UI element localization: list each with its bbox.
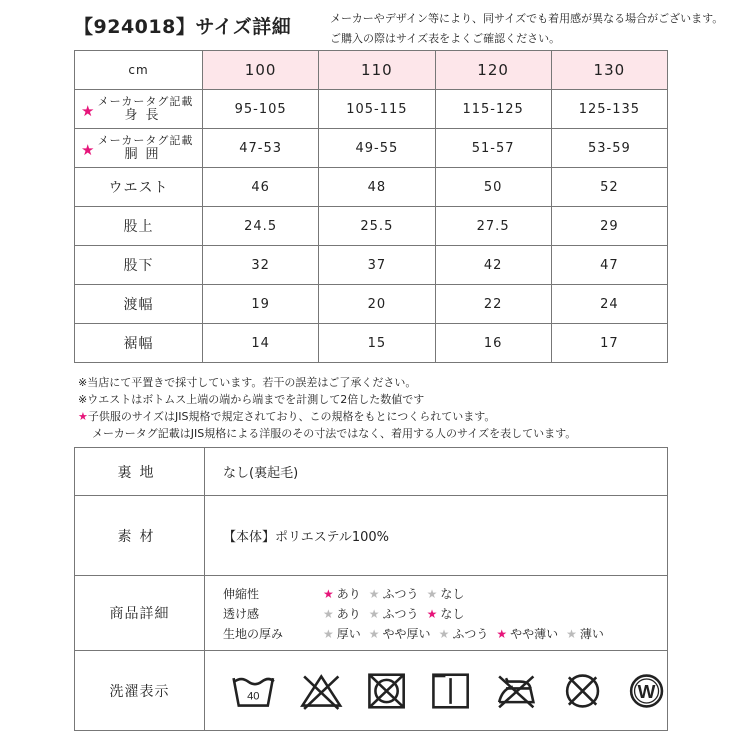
no-tumble-dry-icon	[366, 668, 407, 714]
attribute-name: 伸縮性	[223, 586, 260, 601]
footnote-3	[78, 408, 495, 424]
table-cell: 46	[203, 168, 319, 207]
row-label-rise: 股上	[75, 207, 203, 246]
product-details-row	[75, 576, 668, 651]
star-icon: ★	[426, 586, 438, 601]
row-label: 胴囲	[124, 146, 167, 162]
lining-label: 裏地	[75, 448, 205, 496]
row-label-hem: 裾幅	[75, 324, 203, 363]
star-icon: ★	[81, 102, 96, 120]
table-cell: 37	[319, 246, 435, 285]
star-icon: ★	[323, 586, 334, 601]
star-icon: ★	[566, 626, 577, 641]
detail-table	[74, 447, 668, 731]
table-cell: 20	[319, 285, 435, 324]
table-row	[75, 168, 668, 207]
table-cell: 25.5	[319, 207, 435, 246]
star-icon: ★	[426, 606, 438, 621]
option-text: あり	[336, 606, 361, 621]
table-cell: 19	[203, 285, 319, 324]
option-text: あり	[336, 586, 361, 601]
table-cell: 51-57	[435, 129, 551, 168]
attribute-line	[223, 623, 667, 643]
lining-value: なし(裏起毛)	[205, 448, 668, 496]
laundry-icons	[223, 668, 667, 714]
table-cell: 24	[551, 285, 667, 324]
maker-tag-note: メーカータグ記載	[97, 133, 194, 147]
footnote-2: ※ウエストはボトムス上端の端から端までを計測して2倍した数値です	[78, 393, 425, 406]
option-text: なし	[440, 586, 465, 601]
size-header-100: 100	[203, 51, 319, 90]
table-cell: 14	[203, 324, 319, 363]
no-dry-clean-icon	[562, 668, 603, 714]
table-cell: 125-135	[551, 90, 667, 129]
table-cell: 24.5	[203, 207, 319, 246]
laundry-label: 洗濯表示	[75, 651, 205, 731]
size-header-110: 110	[319, 51, 435, 90]
option-text: やや薄い	[510, 626, 559, 641]
table-row	[75, 285, 668, 324]
table-cell: 32	[203, 246, 319, 285]
row-label-waist: ウエスト	[75, 168, 203, 207]
product-details-cell	[205, 576, 668, 651]
lining-row	[75, 448, 668, 496]
no-bleach-icon	[299, 668, 344, 714]
table-cell: 22	[435, 285, 551, 324]
footnote-3-text: 子供服のサイズはJIS規格で規定されており、この規格をもとにつくられています。	[87, 410, 496, 423]
page-title: 【924018】サイズ詳細	[74, 16, 292, 38]
table-row	[75, 324, 668, 363]
row-label-inseam: 股下	[75, 246, 203, 285]
star-icon: ★	[368, 586, 380, 601]
option-text: ふつう	[452, 626, 489, 641]
attribute-option	[323, 585, 361, 602]
star-icon: ★	[81, 141, 96, 159]
option-text: 薄い	[579, 626, 604, 641]
option-text: やや厚い	[382, 626, 431, 641]
star-icon: ★	[78, 410, 88, 423]
table-row	[75, 246, 668, 285]
attribute-option	[496, 625, 558, 642]
table-cell: 47	[551, 246, 667, 285]
row-label-waist-girth	[75, 129, 203, 168]
laundry-cell	[205, 651, 668, 731]
material-label: 素材	[75, 496, 205, 576]
line-dry-icon	[430, 668, 471, 714]
row-label: 身長	[124, 107, 167, 123]
wet-clean-icon	[626, 668, 667, 714]
table-cell: 105-115	[319, 90, 435, 129]
table-cell: 15	[319, 324, 435, 363]
attribute-option	[369, 585, 419, 602]
unit-label: cm	[75, 51, 203, 90]
maker-tag-note: メーカータグ記載	[97, 94, 194, 108]
attribute-option	[439, 625, 489, 642]
table-cell: 50	[435, 168, 551, 207]
attribute-name: 生地の厚み	[223, 626, 284, 641]
table-cell: 29	[551, 207, 667, 246]
laundry-row	[75, 651, 668, 731]
size-header-row	[75, 51, 668, 90]
row-label-height	[75, 90, 203, 129]
attribute-option	[566, 625, 604, 642]
wash-temp-label: 40	[247, 690, 260, 703]
attribute-option	[369, 605, 419, 622]
attribute-name: 透け感	[223, 606, 260, 621]
star-icon: ★	[323, 606, 334, 621]
star-icon: ★	[496, 626, 508, 641]
notice-line-1: メーカーやデザイン等により、同サイズでも着用感が異なる場合がございます。	[330, 12, 724, 25]
size-table	[74, 50, 668, 363]
star-icon: ★	[438, 626, 450, 641]
material-value: 【本体】ポリエステル100%	[205, 496, 668, 576]
material-row	[75, 496, 668, 576]
star-icon: ★	[368, 626, 380, 641]
table-cell: 27.5	[435, 207, 551, 246]
attribute-line	[223, 583, 667, 603]
notice-line-2: ご購入の際はサイズ表をよくご確認ください。	[330, 32, 561, 45]
attribute-line	[223, 603, 667, 623]
wet-clean-letter: W	[637, 680, 656, 702]
table-cell: 115-125	[435, 90, 551, 129]
table-cell: 52	[551, 168, 667, 207]
footnote-1: ※当店にて平置きで採寸しています。若干の誤差はご了承ください。	[78, 376, 417, 389]
table-cell: 42	[435, 246, 551, 285]
attribute-option	[323, 625, 361, 642]
option-text: なし	[440, 606, 465, 621]
table-cell: 16	[435, 324, 551, 363]
table-cell: 53-59	[551, 129, 667, 168]
table-cell: 95-105	[203, 90, 319, 129]
footnote-4: メーカータグ記載はJIS規格による洋服のその寸法ではなく、着用する人のサイズを表しています。	[92, 427, 577, 440]
table-cell: 47-53	[203, 129, 319, 168]
wash-40-icon	[231, 668, 276, 714]
table-cell: 49-55	[319, 129, 435, 168]
size-header-120: 120	[435, 51, 551, 90]
option-text: ふつう	[382, 586, 419, 601]
option-text: 厚い	[336, 626, 361, 641]
table-row	[75, 207, 668, 246]
attribute-option	[369, 625, 431, 642]
table-row	[75, 129, 668, 168]
table-cell: 48	[319, 168, 435, 207]
attribute-option	[427, 605, 465, 622]
size-header-130: 130	[551, 51, 667, 90]
attribute-option	[427, 585, 465, 602]
no-iron-icon	[494, 668, 539, 714]
option-text: ふつう	[382, 606, 419, 621]
attribute-list	[223, 583, 667, 643]
star-icon: ★	[368, 606, 380, 621]
star-icon: ★	[323, 626, 334, 641]
product-details-label: 商品詳細	[75, 576, 205, 651]
table-row	[75, 90, 668, 129]
row-label-thigh: 渡幅	[75, 285, 203, 324]
attribute-option	[323, 605, 361, 622]
table-cell: 17	[551, 324, 667, 363]
